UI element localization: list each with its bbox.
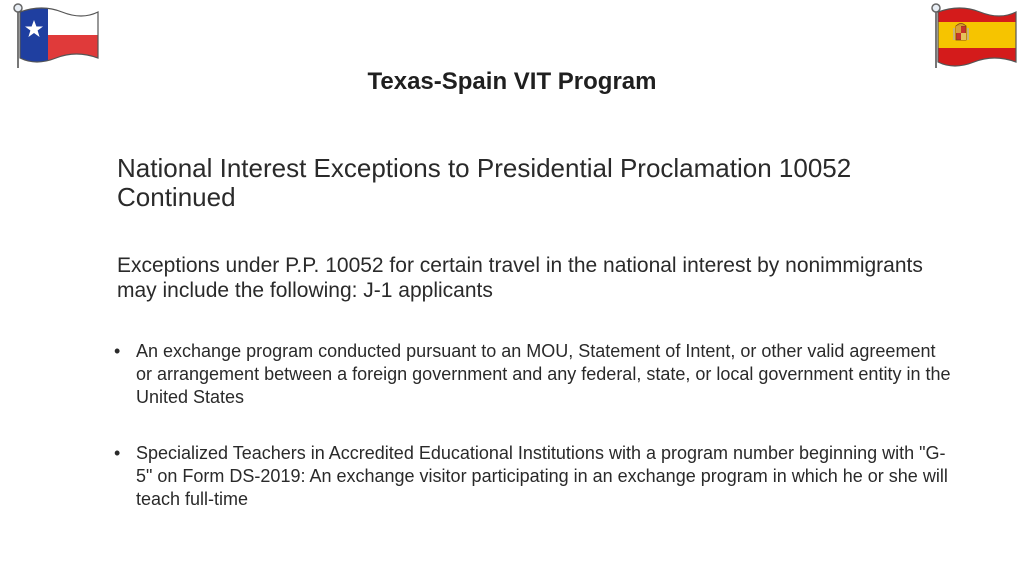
page-title: Texas-Spain VIT Program [367,68,657,95]
spain-flag-icon [928,2,1018,70]
texas-flag-icon [10,2,100,70]
list-item [114,442,954,511]
bullet-text: Specialized Teachers in Accredited Educational Institutions with a program number beginning with "G-5" on Form DS-2019: An exchange visitor participating in an exchange program in which he or she will teach full-time [136,443,948,509]
section-subtitle: National Interest Exceptions to Presidential Proclamation 10052 Continued [117,153,852,212]
intro-paragraph: Exceptions under P.P. 10052 for certain travel in the national interest by nonimmigrants may include the following: J-1 applicants [117,254,923,302]
bullet-text: An exchange program conducted pursuant to an MOU, Statement of Intent, or other valid agreement or arrangement between a foreign government and any federal, state, or local government entity in the United States [136,341,951,407]
bullet-dot-icon: • [114,443,121,463]
bullet-list [114,340,954,544]
list-item [114,340,954,409]
bullet-dot-icon: • [114,341,121,361]
